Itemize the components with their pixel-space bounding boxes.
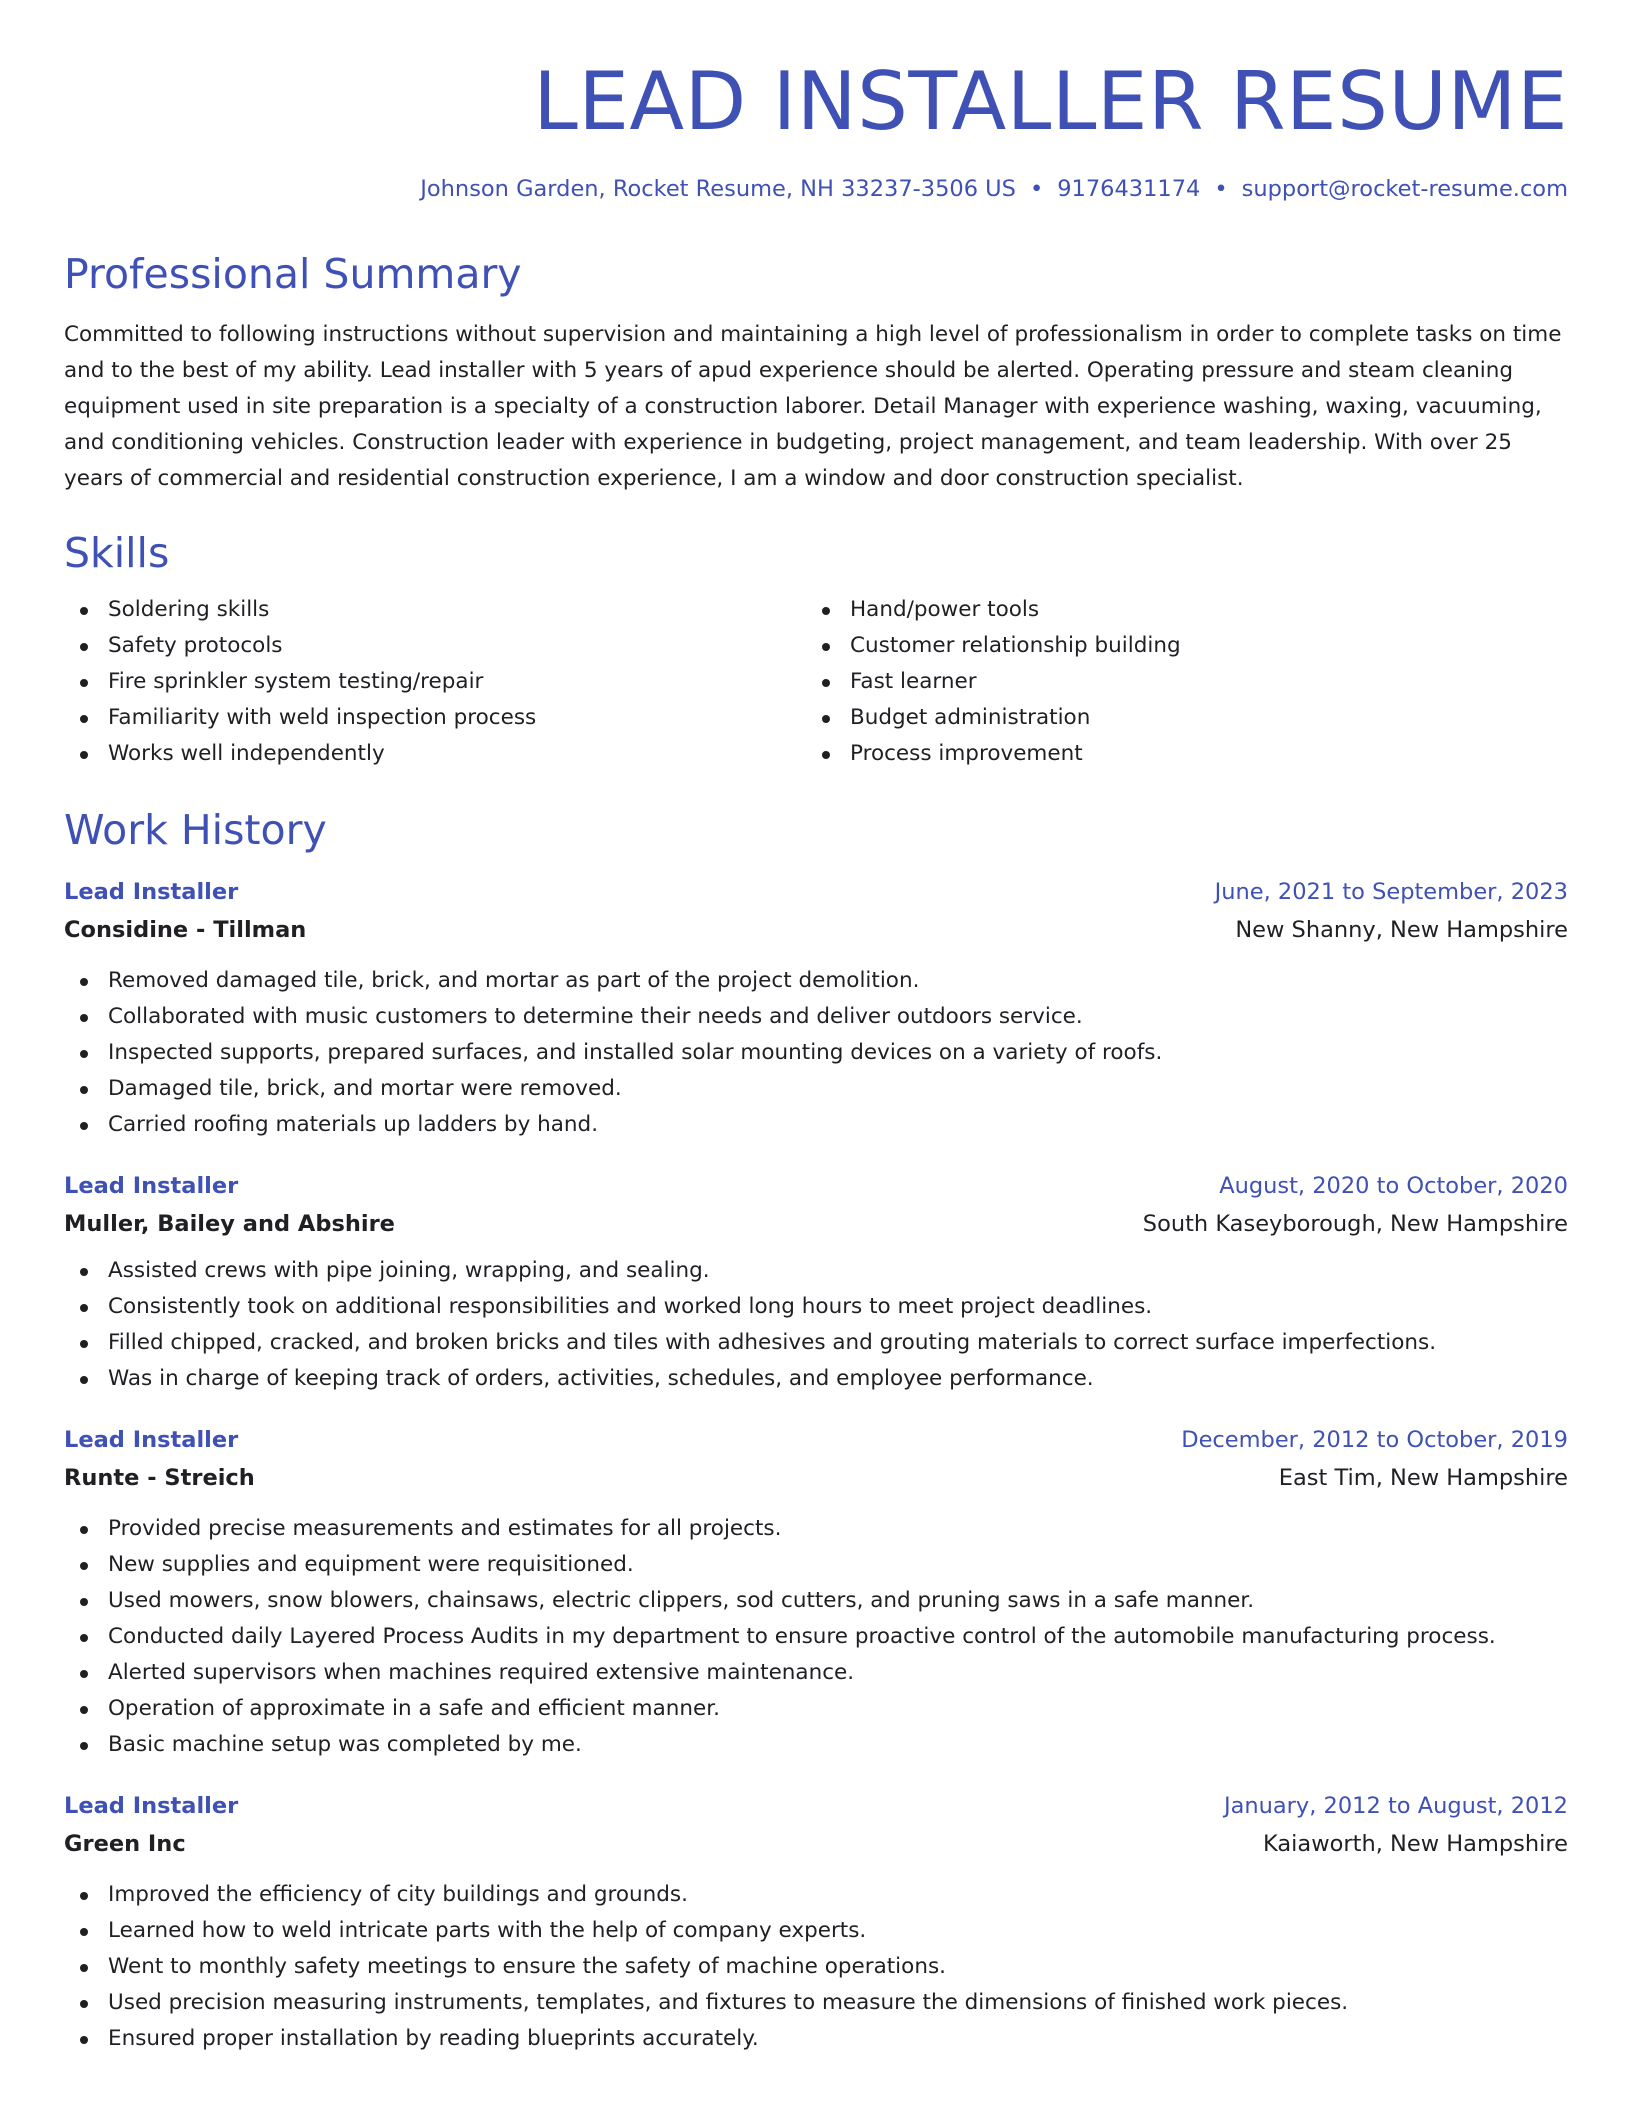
- work-history-heading: Work History: [64, 806, 327, 854]
- job-company-row: [64, 1825, 1568, 1863]
- skill-item: Budget administration: [806, 700, 1548, 736]
- job-header-row: [64, 1787, 1568, 1825]
- job-bullet: Used precision measuring instruments, templates, and fixtures to measure the dimensions of finished work pieces.: [64, 1985, 1568, 2021]
- skills-column-left: [64, 592, 806, 772]
- contact-separator: •: [1029, 176, 1044, 202]
- skill-item: Hand/power tools: [806, 592, 1548, 628]
- job-bullets: [64, 1511, 1568, 1763]
- job-bullet: New supplies and equipment were requisitioned.: [64, 1547, 1568, 1583]
- job-bullet: Damaged tile, brick, and mortar were removed.: [64, 1071, 1568, 1107]
- job-bullet: Removed damaged tile, brick, and mortar as part of the project demolition.: [64, 963, 1568, 999]
- summary-heading: Professional Summary: [64, 250, 522, 298]
- job-dates: August, 2020 to October, 2020: [1219, 1173, 1568, 1199]
- job-entry: [64, 1421, 1568, 1763]
- job-header-row: [64, 873, 1568, 911]
- job-location: Kaiaworth, New Hampshire: [1263, 1831, 1568, 1857]
- resume-page: [64, 0, 1568, 2057]
- job-bullet: Went to monthly safety meetings to ensure the safety of machine operations.: [64, 1949, 1568, 1985]
- job-header-row: [64, 1167, 1568, 1205]
- job-company-row: [64, 1459, 1568, 1497]
- job-bullet: Assisted crews with pipe joining, wrapping, and sealing.: [64, 1253, 1568, 1289]
- job-bullet: Improved the efficiency of city buildings and grounds.: [64, 1877, 1568, 1913]
- job-bullet: Used mowers, snow blowers, chainsaws, electric clippers, sod cutters, and pruning saws in a safe manner.: [64, 1583, 1568, 1619]
- job-company: Runte - Streich: [64, 1465, 255, 1491]
- summary-text: Committed to following instructions without supervision and maintaining a high level of professionalism in order to complete tasks on time and to the best of my ability. Lead installer with 5 years of apud experience should be alerted. Operating pressure and steam cleaning equipment used in site preparation is a specialty of a construction laborer. Detail Manager with experience washing, waxing, vacuuming, and conditioning vehicles. Construction leader with experience in budgeting, project management, and team leadership. With over 25 years of commercial and residential construction experience, I am a window and door construction specialist.: [64, 322, 1562, 491]
- skill-item: Fast learner: [806, 664, 1548, 700]
- job-company: Considine - Tillman: [64, 917, 307, 943]
- job-header-row: [64, 1421, 1568, 1459]
- skill-item: Customer relationship building: [806, 628, 1548, 664]
- skills-list: [64, 592, 1568, 772]
- contact-phone: 9176431174: [1057, 176, 1201, 202]
- job-bullet: Alerted supervisors when machines required extensive maintenance.: [64, 1655, 1568, 1691]
- job-bullet: Consistently took on additional responsibilities and worked long hours to meet project deadlines.: [64, 1289, 1568, 1325]
- skills-heading: Skills: [64, 529, 170, 577]
- job-bullet: Inspected supports, prepared surfaces, and installed solar mounting devices on a variety of roofs.: [64, 1035, 1568, 1071]
- job-bullet: Carried roofing materials up ladders by hand.: [64, 1107, 1568, 1143]
- skill-item: Familiarity with weld inspection process: [64, 700, 806, 736]
- skill-item: Works well independently: [64, 736, 806, 772]
- job-title: Lead Installer: [64, 879, 239, 905]
- job-bullet: Operation of approximate in a safe and efficient manner.: [64, 1691, 1568, 1727]
- job-entry: [64, 1167, 1568, 1397]
- skill-item: Soldering skills: [64, 592, 806, 628]
- skill-item: Fire sprinkler system testing/repair: [64, 664, 806, 700]
- job-location: South Kaseyborough, New Hampshire: [1142, 1211, 1568, 1237]
- job-bullets: [64, 1253, 1568, 1397]
- job-entry: [64, 873, 1568, 1143]
- job-title: Lead Installer: [64, 1427, 239, 1453]
- skill-item: Safety protocols: [64, 628, 806, 664]
- job-location: New Shanny, New Hampshire: [1235, 917, 1568, 943]
- job-bullet: Filled chipped, cracked, and broken bricks and tiles with adhesives and grouting materials to correct surface imperfections.: [64, 1325, 1568, 1361]
- contact-separator: •: [1214, 176, 1228, 202]
- contact-line: [64, 176, 1568, 202]
- resume-title: LEAD INSTALLER RESUME: [533, 55, 1568, 148]
- job-bullet: Basic machine setup was completed by me.: [64, 1727, 1568, 1763]
- job-bullet: Conducted daily Layered Process Audits in my department to ensure proactive control of the automobile manufacturing process.: [64, 1619, 1568, 1655]
- contact-email[interactable]: support@rocket-resume.com: [1241, 176, 1568, 202]
- job-bullet: Ensured proper installation by reading blueprints accurately.: [64, 2021, 1568, 2057]
- job-bullets: [64, 963, 1568, 1143]
- job-bullets: [64, 1877, 1568, 2057]
- skill-item: Process improvement: [806, 736, 1548, 772]
- contact-address: Johnson Garden, Rocket Resume, NH 33237-3506 US: [420, 176, 1016, 202]
- job-company: Muller, Bailey and Abshire: [64, 1211, 395, 1237]
- job-bullet: Collaborated with music customers to determine their needs and deliver outdoors service.: [64, 999, 1568, 1035]
- job-location: East Tim, New Hampshire: [1278, 1465, 1568, 1491]
- job-company-row: [64, 911, 1568, 949]
- job-bullet: Was in charge of keeping track of orders, activities, schedules, and employee performance.: [64, 1361, 1568, 1397]
- skills-column-right: [806, 592, 1548, 772]
- job-company: Green Inc: [64, 1831, 186, 1857]
- job-dates: January, 2012 to August, 2012: [1223, 1793, 1568, 1819]
- job-dates: December, 2012 to October, 2019: [1181, 1427, 1568, 1453]
- job-bullet: Provided precise measurements and estimates for all projects.: [64, 1511, 1568, 1547]
- job-title: Lead Installer: [64, 1173, 239, 1199]
- job-entry: [64, 1787, 1568, 2057]
- job-company-row: [64, 1205, 1568, 1243]
- job-title: Lead Installer: [64, 1793, 239, 1819]
- job-dates: June, 2021 to September, 2023: [1214, 879, 1568, 905]
- job-bullet: Learned how to weld intricate parts with the help of company experts.: [64, 1913, 1568, 1949]
